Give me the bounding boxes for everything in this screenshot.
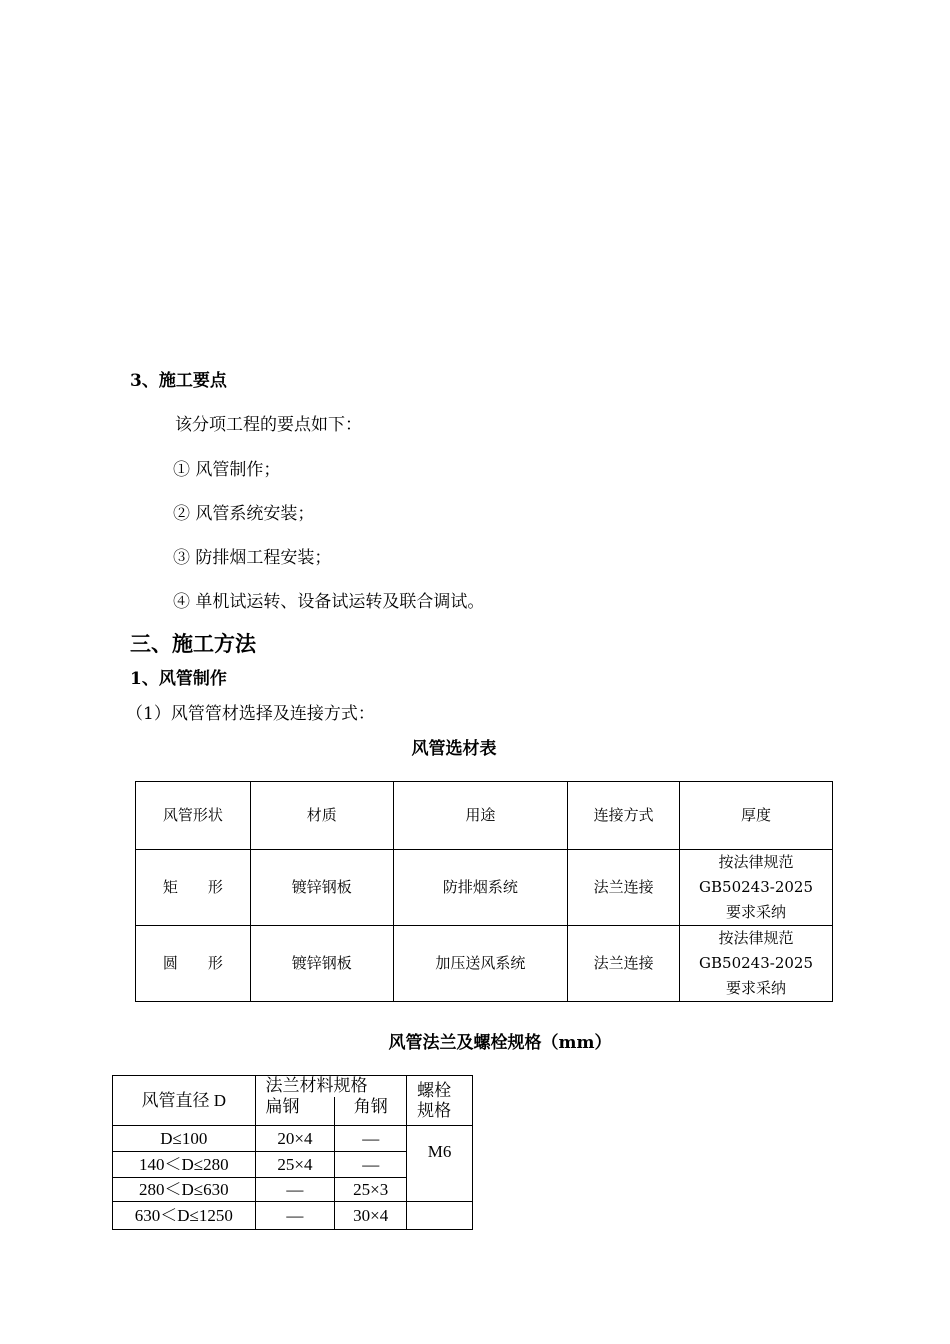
section-intro: 该分项工程的要点如下： bbox=[175, 415, 362, 435]
table-cell: — bbox=[255, 1202, 335, 1230]
section-heading-3: 3、施工要点 bbox=[130, 371, 227, 391]
header-cell: 厚度 bbox=[680, 782, 833, 850]
list-item-3: ③ 防排烟工程安装； bbox=[173, 548, 332, 568]
header-flat-steel: 扁钢 bbox=[255, 1097, 335, 1126]
table-row bbox=[113, 1202, 473, 1230]
table-row bbox=[136, 850, 833, 926]
table-cell: 镀锌钢板 bbox=[250, 926, 393, 1002]
table-cell: 25×4 bbox=[255, 1152, 335, 1178]
table-cell: 加压送风系统 bbox=[393, 926, 568, 1002]
table-row bbox=[113, 1126, 473, 1152]
table-cell: 140＜D≤280 bbox=[113, 1152, 256, 1178]
table-cell: 法兰连接 bbox=[568, 850, 680, 926]
table-cell: 按法律规范 GB50243-2025 要求采纳 bbox=[680, 926, 833, 1002]
table-cell: — bbox=[335, 1152, 407, 1178]
table-header-row bbox=[136, 782, 833, 850]
table1-caption: 风管选材表 bbox=[411, 739, 497, 759]
header-angle-steel: 角钢 bbox=[335, 1097, 407, 1126]
flange-bolt-table bbox=[112, 1075, 473, 1230]
table-cell: 30×4 bbox=[335, 1202, 407, 1230]
header-cell: 连接方式 bbox=[568, 782, 680, 850]
chapter-heading: 三、施工方法 bbox=[130, 631, 256, 656]
header-cell: 材质 bbox=[250, 782, 393, 850]
header-flange: 法兰材料规格 bbox=[255, 1076, 407, 1097]
table-cell: 圆 形 bbox=[136, 926, 251, 1002]
list-item-1: ① 风管制作； bbox=[173, 460, 281, 480]
paragraph-materials: （1）风管管材选择及连接方式： bbox=[126, 704, 375, 724]
table-cell: 镀锌钢板 bbox=[250, 850, 393, 926]
list-item-2: ② 风管系统安装； bbox=[173, 504, 315, 524]
bolt-value: M6 bbox=[407, 1126, 473, 1202]
table-cell: 按法律规范 GB50243-2025 要求采纳 bbox=[680, 850, 833, 926]
table-cell: 防排烟系统 bbox=[393, 850, 568, 926]
table-cell: — bbox=[255, 1178, 335, 1202]
subsection-heading: 1、风管制作 bbox=[130, 669, 227, 689]
table-cell: D≤100 bbox=[113, 1126, 256, 1152]
table-row bbox=[136, 926, 833, 1002]
header-cell: 风管形状 bbox=[136, 782, 251, 850]
table-cell: 法兰连接 bbox=[568, 926, 680, 1002]
header-cell: 用途 bbox=[393, 782, 568, 850]
header-bolt: 螺栓规格 bbox=[407, 1076, 473, 1126]
table2-caption: 风管法兰及螺栓规格（mm） bbox=[388, 1033, 612, 1053]
list-item-4: ④ 单机试运转、设备试运转及联合调试。 bbox=[173, 592, 485, 612]
table-cell: — bbox=[335, 1126, 407, 1152]
table-header-row bbox=[113, 1076, 473, 1097]
duct-material-table bbox=[135, 781, 833, 1002]
table-cell-empty bbox=[407, 1202, 473, 1230]
table-cell: 25×3 bbox=[335, 1178, 407, 1202]
table-cell: 280＜D≤630 bbox=[113, 1178, 256, 1202]
table-cell: 20×4 bbox=[255, 1126, 335, 1152]
header-diameter: 风管直径 D bbox=[113, 1076, 256, 1126]
table-cell: 矩 形 bbox=[136, 850, 251, 926]
table-cell: 630＜D≤1250 bbox=[113, 1202, 256, 1230]
